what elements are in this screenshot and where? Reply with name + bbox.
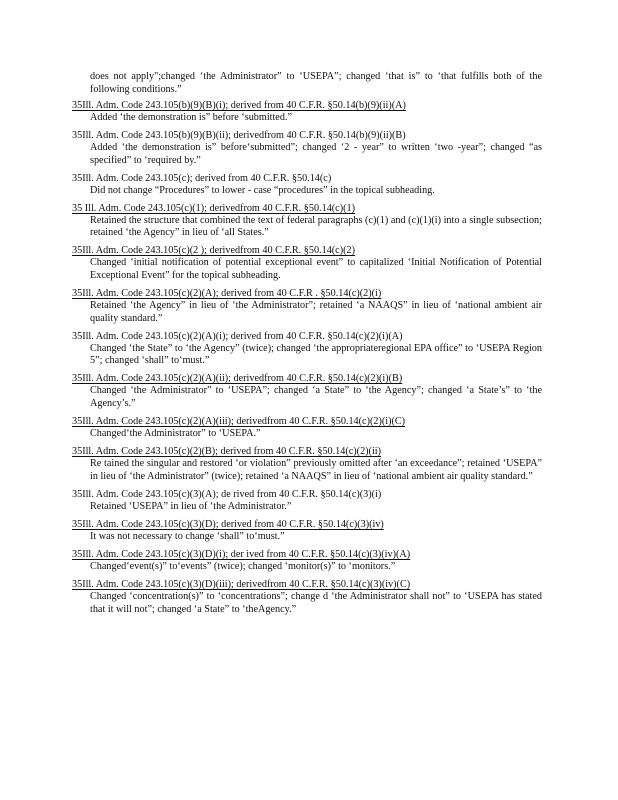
derivation-entry [72,372,542,410]
intro-paragraph: does not apply";changed ‘the Administrator” to ‘USEPA”; changed ‘that is” to ‘that fulfills both of the following conditions.” [90,71,542,96]
entry-citation: 35Ill. Adm. Code 243.105(b)(9)(B)(i); derived from 40 C.F.R. §50.14(b)(9)(ii)(A) [72,99,406,111]
entry-note: Added ‘the demonstration is” before ‘submitted.” [90,111,292,123]
derivation-entry [72,202,542,240]
entry-citation: 35Ill. Adm. Code 243.105(c)(2)(A)(ii); derivedfrom 40 C.F.R. §50.14(c)(2)(i)(B) [72,373,403,385]
entry-list [72,99,542,617]
entry-citation: 35Ill. Adm. Code 243.105(c)(2)(A)(iii); derivedfrom 40 C.F.R. §50.14(c)(2)(i)(C) [72,416,406,428]
entry-note: Added ‘the demonstration is” before‘submitted”; changed ‘2 - year” to written ‘two -year”; changed “as specified” to ‘required by.” [90,141,542,166]
entry-citation: 35Ill. Adm. Code 243.105(c); derived from 40 C.F.R. §50.14(c) [72,172,332,184]
entry-citation: 35Ill. Adm. Code 243.105(c)(2 ); derivedfrom 40 C.F.R. §50.14(c)(2) [72,245,355,257]
entry-note: Changed ‘concentration(s)” to ‘concentrations”; change d ‘the Administrator shall not” to ‘USEPA has stated that it will not”; changed ‘a State” to ‘theAgency.” [90,591,542,615]
entry-note: Retained ‘USEPA” in lieu of ‘the Administrator.” [90,500,292,512]
derivation-entry [72,578,542,616]
entry-citation: 35Ill. Adm. Code 243.105(c)(2)(A)(i); derived from 40 C.F.R. §50.14(c)(2)(i)(A) [72,330,403,342]
entry-citation: 35 Ill. Adm. Code 243.105(c)(1); derivedfrom 40 C.F.R. §50.14(c)(1) [72,202,355,214]
derivation-entry [72,99,542,125]
entry-note: Retained ‘the Agency” in lieu of ‘the Administrator”; retained ‘a NAAQS” in lieu of ‘national ambient air quality standard.” [90,300,542,324]
entry-citation: 35Ill. Adm. Code 243.105(b)(9)(B)(ii); derivedfrom 40 C.F.R. §50.14(b)(9)(ii)(B) [72,129,406,141]
entry-citation: 35Ill. Adm. Code 243.105(c)(3)(D)(iii); derivedfrom 40 C.F.R. §50.14(c)(3)(iv)(C) [72,579,411,591]
entry-citation: 35Ill. Adm. Code 243.105(c)(3)(D); derived from 40 C.F.R. §50.14(c)(3)(iv) [72,519,384,530]
derivation-entry [72,548,542,574]
derivation-entry [72,172,542,198]
entry-citation: 35Ill. Adm. Code 243.105(c)(3)(A); de rived from 40 C.F.R. §50.14(c)(3)(i) [72,488,382,500]
derivation-entry [72,287,542,325]
entry-note: Retained the structure that combined the text of federal paragraphs (c)(1) and (c)(1)(i) into a single subsection; retained ‘the Agency” in lieu of ‘all States.” [90,214,542,239]
entry-note: Changed‘the Administrator” to ‘USEPA.” [90,428,261,440]
derivation-entry [72,129,542,167]
entry-note: Re tained the singular and restored ‘or violation” previously omitted after ‘an exceedance”; retained ‘USEPA” in lieu of ‘the Administrator” (twice); retained ‘a NAAQS” in lieu of ‘national ambient air quality standard.” [90,458,542,482]
entry-note: Did not change “Procedures” to lower - case “procedures” in the topical subheading. [90,184,435,196]
entry-note: Changed ‘the Administrator” to ‘USEPA”; changed ‘a State” to ‘the Agency”; changed ‘a State’s” to ‘the Agency’s.” [90,385,542,410]
entry-citation: 35Ill. Adm. Code 243.105(c)(2)(B); derived from 40 C.F.R. §50.14(c)(2)(ii) [72,446,381,458]
derivation-entry [72,244,542,282]
derivation-entry [72,415,542,441]
derivation-entry [72,445,542,483]
entry-citation: 35Ill. Adm. Code 243.105(c)(3)(D)(i); der ived from 40 C.F.R. §50.14(c)(3)(iv)(A) [72,549,411,561]
entry-note: It was not necessary to change ‘shall” to‘must.” [90,531,285,542]
entry-note: Changed‘event(s)” to‘events” (twice); changed ‘monitor(s)” to ‘monitors.” [90,561,396,573]
entry-note: Changed ‘initial notification of potential exceptional event” to capitalized ‘Initial Notification of Potential Exceptional Event” for the topical subheading. [90,257,542,281]
derivation-entry [72,488,542,514]
entry-citation: 35Ill. Adm. Code 243.105(c)(2)(A); derived from 40 C.F.R . §50.14(c)(2)(i) [72,288,382,300]
derivation-entry [72,518,542,544]
document-body [72,70,542,621]
derivation-entry [72,330,542,368]
entry-note: Changed ‘the State” to ‘the Agency” (twice); changed ‘the appropriateregional EPA office” to ‘USEPA Region 5”; changed ‘shall” to‘must.” [90,342,542,367]
